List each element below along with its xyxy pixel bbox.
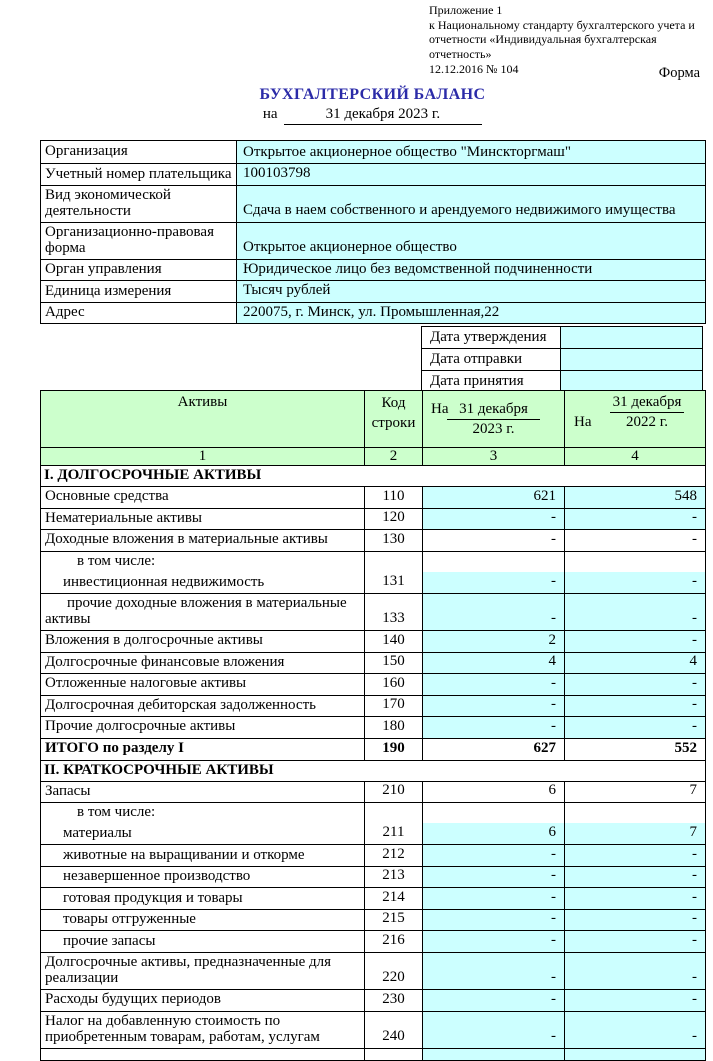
value-2022-cell[interactable]: -: [565, 572, 706, 594]
form-label: Форма: [658, 65, 700, 81]
value-2023-cell[interactable]: 621: [423, 487, 565, 509]
report-date-line: [40, 106, 705, 125]
org-row-units: [41, 281, 706, 303]
org-value-field[interactable]: Открытое акционерное общество: [237, 222, 706, 259]
period-prefix: На: [574, 413, 592, 430]
value-2022-cell[interactable]: -: [565, 931, 706, 953]
row-code: 212: [365, 845, 423, 867]
row-code: 214: [365, 888, 423, 910]
value-2023-cell[interactable]: 4: [423, 652, 565, 674]
value-2023-cell: [423, 551, 565, 572]
org-row-payer-number: [41, 164, 706, 186]
value-2022-cell[interactable]: -: [565, 1011, 706, 1048]
assets-header-cell: Активы: [41, 391, 365, 448]
row-code: 215: [365, 909, 423, 931]
row-label: прочие запасы: [41, 931, 365, 953]
value-2022-cell: 552: [565, 738, 706, 760]
org-info-table: [40, 140, 706, 324]
value-2023-cell[interactable]: 6: [423, 823, 565, 845]
value-2023-cell[interactable]: -: [423, 593, 565, 630]
row-label: Прочие долгосрочные активы: [41, 717, 365, 739]
org-label: Учетный номер плательщика: [41, 164, 237, 186]
table-row-210: [41, 781, 706, 803]
org-row-legal-form: [41, 222, 706, 259]
org-value-field[interactable]: Юридическое лицо без ведомственной подчиненности: [237, 259, 706, 281]
date-prefix: на: [262, 106, 278, 122]
period-date: 31 декабря: [447, 400, 540, 420]
value-2023-cell[interactable]: -: [423, 866, 565, 888]
value-2023-cell[interactable]: -: [423, 909, 565, 931]
balance-header-row: [41, 391, 706, 448]
table-row-130: [41, 530, 706, 552]
date-label: Дата отправки: [422, 349, 561, 371]
row-label: Вложения в долгосрочные активы: [41, 631, 365, 653]
table-row-215: [41, 909, 706, 931]
table-row-230: [41, 990, 706, 1012]
value-2023-cell[interactable]: -: [423, 674, 565, 696]
row-code: 131: [365, 572, 423, 594]
row-code: 210: [365, 781, 423, 803]
value-2022-cell[interactable]: -: [565, 952, 706, 989]
table-row-120: [41, 508, 706, 530]
value-2023-cell[interactable]: -: [423, 952, 565, 989]
value-2022-cell[interactable]: -: [565, 717, 706, 739]
total-row-section-1: [41, 738, 706, 760]
section-row-long-term-assets: [41, 466, 706, 487]
column-number-cell: 4: [565, 448, 706, 466]
org-label: Орган управления: [41, 259, 237, 281]
value-2022-cell[interactable]: -: [565, 530, 706, 552]
subnote-label: в том числе:: [41, 803, 365, 824]
row-code: [365, 803, 423, 824]
table-row-212: [41, 845, 706, 867]
row-code: 213: [365, 866, 423, 888]
table-row-110: [41, 487, 706, 509]
note-line: отчетность»: [429, 46, 492, 61]
row-label: Отложенные налоговые активы: [41, 674, 365, 696]
row-label: Основные средства: [41, 487, 365, 509]
table-row-140: [41, 631, 706, 653]
value-2022-cell[interactable]: 548: [565, 487, 706, 509]
row-label: незавершенное производство: [41, 866, 365, 888]
note-line: отчетности «Индивидуальная бухгалтерская: [429, 32, 657, 47]
row-label: Долгосрочные финансовые вложения: [41, 652, 365, 674]
row-label: инвестиционная недвижимость: [41, 572, 365, 594]
value-2023-cell[interactable]: -: [423, 845, 565, 867]
date-label: Дата принятия: [422, 371, 561, 393]
org-value-field[interactable]: Сдача в наем собственного и арендуемого недвижимого имущества: [237, 185, 706, 222]
row-code: 133: [365, 593, 423, 630]
row-label: Долгосрочная дебиторская задолженность: [41, 695, 365, 717]
column-number-cell: 1: [41, 448, 365, 466]
row-label: животные на выращивании и откорме: [41, 845, 365, 867]
org-label: Адрес: [41, 302, 237, 324]
org-value-field[interactable]: 100103798: [237, 164, 706, 186]
row-code: 120: [365, 508, 423, 530]
row-code: 190: [365, 738, 423, 760]
org-label: Вид экономической деятельности: [41, 185, 237, 222]
section-title: I. ДОЛГОСРОЧНЫЕ АКТИВЫ: [41, 466, 706, 487]
period-2023-header-cell: [423, 391, 565, 448]
table-row-216: [41, 931, 706, 953]
value-2022-cell[interactable]: -: [565, 674, 706, 696]
row-label: Доходные вложения в материальные активы: [41, 530, 365, 552]
total-label: ИТОГО по разделу I: [41, 738, 365, 760]
date-row-approved: [422, 327, 703, 349]
value-2023-cell[interactable]: -: [423, 530, 565, 552]
row-label: готовая продукция и товары: [41, 888, 365, 910]
value-2023-cell: 627: [423, 738, 565, 760]
org-value-field[interactable]: 220075, г. Минск, ул. Промышленная,22: [237, 302, 706, 324]
date-row-sent: [422, 349, 703, 371]
value-2023-cell[interactable]: -: [423, 717, 565, 739]
value-2023-cell[interactable]: -: [423, 695, 565, 717]
org-value-field[interactable]: Открытое акционерное общество "Минскторгмаш": [237, 141, 706, 164]
value-2022-cell[interactable]: 4: [565, 652, 706, 674]
row-code: 230: [365, 990, 423, 1012]
value-2023-cell: [423, 803, 565, 824]
org-label: Организация: [41, 141, 237, 164]
row-label: прочие доходные вложения в материальные активы: [41, 593, 365, 630]
value-2022-cell[interactable]: 7: [565, 781, 706, 803]
table-row-214: [41, 888, 706, 910]
table-row-160: [41, 674, 706, 696]
value-2022-cell[interactable]: -: [565, 593, 706, 630]
row-label: Долгосрочные активы, предназначенные для реализации: [41, 952, 365, 989]
table-row-213: [41, 866, 706, 888]
value-2022-cell[interactable]: -: [565, 631, 706, 653]
document-title: БУХГАЛТЕРСКИЙ БАЛАНС: [259, 86, 486, 103]
subnote-row: [41, 803, 706, 824]
table-row-211: [41, 823, 706, 845]
value-2023-cell: [423, 1049, 565, 1061]
value-2022-cell[interactable]: -: [565, 909, 706, 931]
value-2022-cell[interactable]: 7: [565, 823, 706, 845]
period-prefix: На: [431, 400, 449, 417]
row-label: Расходы будущих периодов: [41, 990, 365, 1012]
section-row-short-term-assets: [41, 760, 706, 781]
table-row-220: [41, 952, 706, 989]
row-code: 150: [365, 652, 423, 674]
row-code: 211: [365, 823, 423, 845]
table-row-240: [41, 1011, 706, 1048]
column-number-cell: 2: [365, 448, 423, 466]
table-row-131: [41, 572, 706, 594]
row-label: Запасы: [41, 781, 365, 803]
note-line: к Национальному стандарту бухгалтерского учета и: [429, 17, 695, 32]
row-code: [365, 1049, 423, 1061]
value-2022-cell[interactable]: -: [565, 990, 706, 1012]
row-code: 170: [365, 695, 423, 717]
value-2023-cell[interactable]: -: [423, 888, 565, 910]
subnote-label: в том числе:: [41, 551, 365, 572]
org-label: Единица измерения: [41, 281, 237, 303]
row-code: 110: [365, 487, 423, 509]
table-row-180: [41, 717, 706, 739]
row-code: 180: [365, 717, 423, 739]
row-label: товары отгруженные: [41, 909, 365, 931]
value-2023-cell[interactable]: -: [423, 990, 565, 1012]
row-code: [365, 551, 423, 572]
approval-dates-table: [421, 326, 703, 393]
column-numbers-row: [41, 448, 706, 466]
row-label: Нематериальные активы: [41, 508, 365, 530]
date-label: Дата утверждения: [422, 327, 561, 349]
table-row-133: [41, 593, 706, 630]
row-code: 216: [365, 931, 423, 953]
row-label: [41, 1049, 365, 1061]
row-code: 160: [365, 674, 423, 696]
row-code: 240: [365, 1011, 423, 1048]
value-2022-cell: [565, 803, 706, 824]
column-number-cell: 3: [423, 448, 565, 466]
code-header-cell: Код строки: [365, 391, 423, 448]
org-row-management: [41, 259, 706, 281]
note-line: Приложение 1: [429, 3, 503, 17]
value-2022-cell[interactable]: -: [565, 845, 706, 867]
org-row-organization: [41, 141, 706, 164]
subnote-row: [41, 551, 706, 572]
value-2022-cell[interactable]: -: [565, 866, 706, 888]
org-label: Организационно-правовая форма: [41, 222, 237, 259]
row-label: Налог на добавленную стоимость по приобретенным товарам, работам, услугам: [41, 1011, 365, 1048]
balance-table: [40, 390, 706, 1061]
value-2022-cell: [565, 1049, 706, 1061]
table-row-clipped: [41, 1049, 706, 1061]
value-2023-cell[interactable]: -: [423, 931, 565, 953]
value-2023-cell[interactable]: -: [423, 508, 565, 530]
value-2023-cell[interactable]: -: [423, 572, 565, 594]
row-label: материалы: [41, 823, 365, 845]
row-code: 140: [365, 631, 423, 653]
row-code: 220: [365, 952, 423, 989]
value-2022-cell[interactable]: -: [565, 695, 706, 717]
table-row-170: [41, 695, 706, 717]
table-row-150: [41, 652, 706, 674]
org-value-field[interactable]: Тысяч рублей: [237, 281, 706, 303]
period-2022-header-cell: [565, 391, 706, 448]
value-2022-cell[interactable]: -: [565, 508, 706, 530]
value-2023-cell[interactable]: 2: [423, 631, 565, 653]
period-date: 31 декабря: [610, 393, 685, 413]
note-line: 12.12.2016 № 104: [429, 61, 519, 76]
report-date-value: 31 декабря 2023 г.: [284, 106, 483, 125]
date-value-field[interactable]: [561, 349, 703, 371]
section-title: II. КРАТКОСРОЧНЫЕ АКТИВЫ: [41, 760, 706, 781]
org-row-address: [41, 302, 706, 324]
row-code: 130: [365, 530, 423, 552]
org-row-activity: [41, 185, 706, 222]
period-year: 2022 г.: [626, 413, 668, 430]
date-value-field[interactable]: [561, 327, 703, 349]
value-2022-cell: [565, 551, 706, 572]
value-2023-cell[interactable]: 6: [423, 781, 565, 803]
value-2023-cell[interactable]: -: [423, 1011, 565, 1048]
period-year: 2023 г.: [472, 420, 515, 437]
value-2022-cell[interactable]: -: [565, 888, 706, 910]
